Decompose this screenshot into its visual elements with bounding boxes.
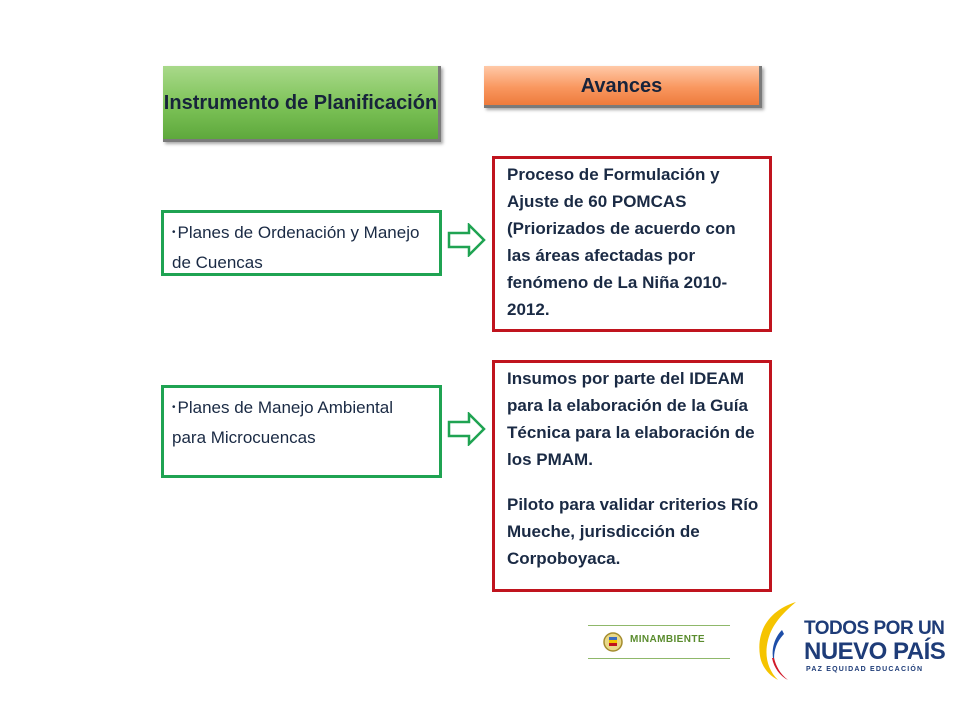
avance-paragraph: Piloto para validar criterios Río Mueche, jurisdicción de Corpoboyaca. [507,495,759,568]
avance-paragraph: Proceso de Formulación y Ajuste de 60 POMCAS (Priorizados de acuerdo con las áreas afectadas por fenómeno de La Niña 2010-2012. [507,165,736,319]
todos-line1: TODOS POR UN [804,618,945,639]
colombia-crest-icon [602,631,624,653]
instrument-text: Planes de Manejo Ambiental para Microcuencas [172,398,393,447]
instrument-text: Planes de Ordenación y Manejo de Cuencas [172,223,420,272]
avance-box-pmam [492,360,772,592]
avance-box-pomcas [492,156,772,332]
header-instrumento-label: Instrumento de Planificación [163,91,438,114]
header-avances [484,66,762,108]
bullet: • [172,402,176,413]
instrument-box-pmam [161,385,442,478]
minambiente-label: MINAMBIENTE [630,634,705,645]
right-arrow-icon [447,412,487,446]
header-instrumento [163,66,441,142]
bullet: • [172,227,176,238]
instrument-box-pomcas [161,210,442,276]
avance-paragraph: Insumos por parte del IDEAM para la elaboración de la Guía Técnica para la elaboración de los PMAM. [507,369,755,469]
header-avances-label: Avances [580,74,663,97]
todos-por-un-nuevo-pais-logo [752,600,946,682]
minambiente-logo [588,625,730,659]
todos-line3: PAZ EQUIDAD EDUCACIÓN [806,666,924,673]
todos-line2: NUEVO PAÍS [804,638,946,665]
swoosh-flag-icon [752,600,806,682]
right-arrow-icon [447,223,487,257]
